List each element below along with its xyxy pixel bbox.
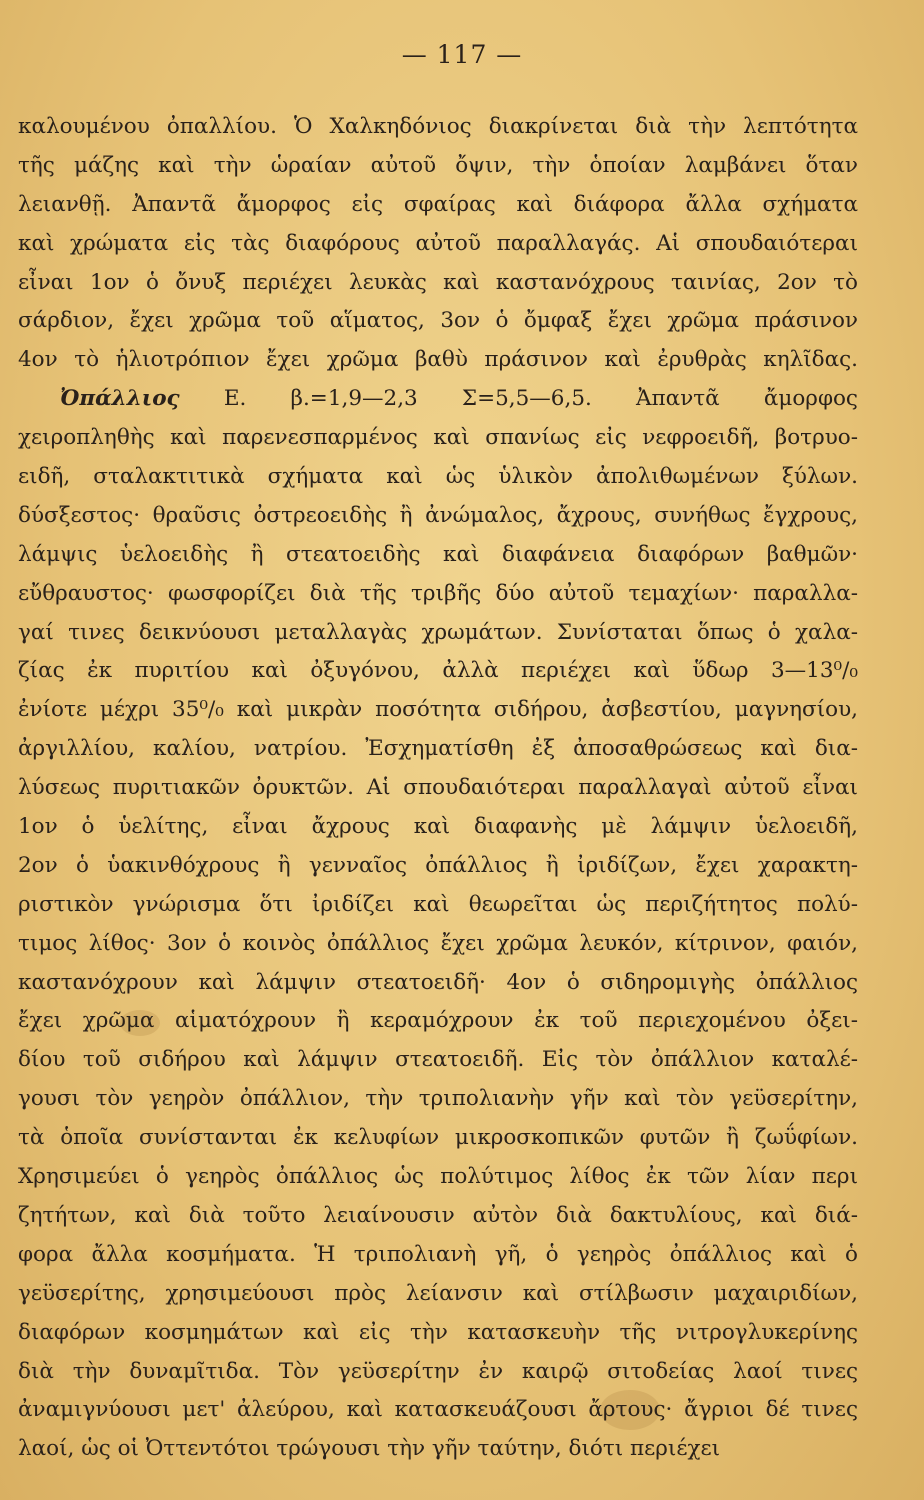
text-line: φορα ἄλλα κοσμήματα. Ἡ τριπολιανὴ γῆ, ὁ γεηρὸς ὀπάλλιος καὶ ὁ: [18, 1241, 858, 1267]
text-line: καλουμένου ὀπαλλίου. Ὁ Χαλκηδόνιος διακρίνεται διὰ τὴν λεπτότητα: [18, 114, 858, 139]
text-line: σάρδιον, ἔχει χρῶμα τοῦ αἵματος, 3ον ὁ ὄμφαξ ἔχει χρῶμα πράσινον: [18, 308, 858, 334]
text-line: διαφόρων κοσμημάτων καὶ εἰς τὴν κατασκευὴν τῆς νιτρογλυκερίνης: [18, 1319, 858, 1345]
page-body: [18, 108, 858, 1469]
text-line: ζητήτων, καὶ διὰ τοῦτο λειαίνουσιν αὐτὸν διὰ δακτυλίους, καὶ διά-: [18, 1202, 858, 1228]
text-line: ἀργιλλίου, καλίου, νατρίου. Ἐσχηματίσθη ἐξ ἀποσαθρώσεως καὶ δια-: [18, 736, 858, 762]
text-line: ἔχει χρῶμα αἱματόχρουν ἢ κεραμόχρουν ἐκ τοῦ περιεχομένου ὀξει-: [18, 1008, 858, 1034]
text-line: καὶ χρώματα εἰς τὰς διαφόρους αὐτοῦ παραλλαγάς. Αἱ σπουδαιότεραι: [18, 230, 858, 256]
text-line: τιμος λίθος· 3ον ὁ κοινὸς ὀπάλλιος ἔχει χρῶμα λευκόν, κίτρινον, φαιόν,: [18, 930, 858, 956]
text-line: Χρησιμεύει ὁ γεηρὸς ὀπάλλιος ὡς πολύτιμος λίθος ἐκ τῶν λίαν περι: [18, 1164, 858, 1190]
text-line: δύσξεστος· θραῦσις ὀστρεοειδὴς ἢ ἀνώμαλος, ἄχρους, συνήθως ἔγχρους,: [18, 502, 858, 528]
text-line: 1ον ὁ ὑελίτης, εἶναι ἄχρους καὶ διαφανὴς μὲ λάμψιν ὑελοειδῆ,: [18, 814, 858, 840]
text-line: εὔθραυστος· φωσφορίζει διὰ τῆς τριβῆς δύο αὐτοῦ τεμαχίων· παραλλα-: [18, 580, 858, 606]
text-line: λαοί, ὡς οἱ Ὀττεντότοι τρώγουσι τὴν γῆν ταύτην, διότι περιέχει: [18, 1436, 721, 1462]
text-line: ειδῆ, σταλακτιτικὰ σχήματα καὶ ὡς ὑλικὸν ἀπολιθωμένων ξύλων.: [18, 464, 858, 490]
text-line: καστανόχρουν καὶ λάμψιν στεατοειδῆ· 4ον ὁ σιδηρομιγὴς ὀπάλλιος: [18, 969, 858, 995]
text-line: λάμψις ὑελοειδὴς ἢ στεατοειδὴς καὶ διαφάνεια διαφόρων βαθμῶν·: [18, 541, 858, 567]
text-line: τὰ ὁποῖα συνίστανται ἐκ κελυφίων μικροσκοπικῶν φυτῶν ἢ ζωΰφίων.: [18, 1125, 858, 1151]
text-line: γουσι τὸν γεηρὸν ὀπάλλιον, τὴν τριπολιανὴν γῆν καὶ τὸν γεϋσερίτην,: [18, 1086, 858, 1112]
opal-heading-line: [18, 380, 858, 419]
text-line: διὰ τὴν δυναμῖτιδα. Τὸν γεϋσερίτην ἐν καιρῷ σιτοδείας λαοί τινες: [18, 1358, 858, 1384]
text-line: 2ον ὁ ὑακινθόχρους ἢ γενναῖος ὀπάλλιος ἢ ἰριδίζων, ἔχει χαρακτη-: [18, 852, 858, 878]
text-line: χειροπληθὴς καὶ παρενεσπαρμένος καὶ σπανίως εἰς νεφροειδῆ, βοτρυο-: [18, 425, 858, 451]
text-line: γαί τινες δεικνύουσι μεταλλαγὰς χρωμάτων. Συνίσταται ὅπως ὁ χαλα-: [18, 619, 858, 645]
text-line: ζίας ἐκ πυριτίου καὶ ὀξυγόνου, ἀλλὰ περιέχει καὶ ὕδωρ 3—13⁰/₀: [18, 658, 858, 684]
text-line: λύσεως πυριτιακῶν ὀρυκτῶν. Αἱ σπουδαιότεραι παραλλαγαὶ αὐτοῦ εἶναι: [18, 775, 858, 801]
text-line: ριστικὸν γνώρισμα ὅτι ἰριδίζει καὶ θεωρεῖται ὡς περιζήτητος πολύ-: [18, 891, 858, 917]
opal-properties: Ε. β.=1,9—2,3 Σ=5,5—6,5. Ἀπαντᾶ ἄμορφος: [223, 386, 858, 412]
text-line: ἐνίοτε μέχρι 35⁰/₀ καὶ μικρὰν ποσότητα σιδήρου, ἀσβεστίου, μαγνησίου,: [18, 697, 858, 723]
text-line: δίου τοῦ σιδήρου καὶ λάμψιν στεατοειδῆ. Εἰς τὸν ὀπάλλιον καταλέ-: [18, 1047, 858, 1073]
text-line: εἶναι 1ον ὁ ὄνυξ περιέχει λευκὰς καὶ καστανόχρους ταινίας, 2ον τὸ: [18, 269, 858, 295]
text-line: ἀναμιγνύουσι μετ' ἀλεύρου, καὶ κατασκευάζουσι ἄρτους· ἄγριοι δέ τινες: [18, 1397, 858, 1423]
text-line: 4ον τὸ ἡλιοτρόπιον ἔχει χρῶμα βαθὺ πράσινον καὶ ἐρυθρὰς κηλῖδας.: [18, 347, 858, 373]
opal-term: Ὀπάλλιος: [60, 386, 180, 412]
text-line: γεϋσερίτης, χρησιμεύουσι πρὸς λείανσιν καὶ στίλβωσιν μαχαιριδίων,: [18, 1280, 858, 1306]
text-line: λειανθῇ. Ἀπαντᾶ ἄμορφος εἰς σφαίρας καὶ διάφορα ἄλλα σχήματα: [18, 191, 858, 217]
page-number: — 117 —: [401, 40, 523, 69]
text-line: τῆς μάζης καὶ τὴν ὡραίαν αὐτοῦ ὄψιν, τὴν ὁποίαν λαμβάνει ὅταν: [18, 152, 858, 178]
